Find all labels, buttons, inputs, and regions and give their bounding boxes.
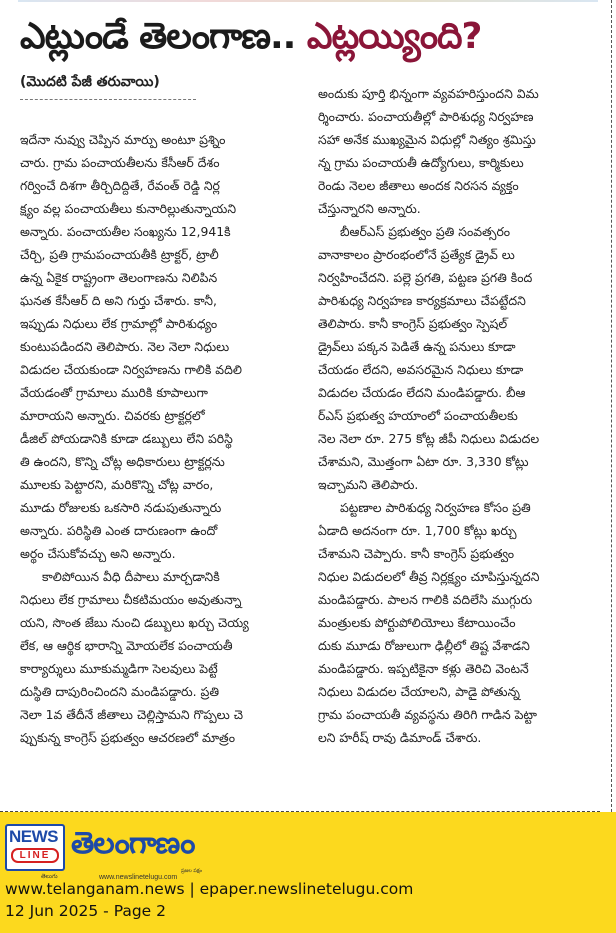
article-text-line: మారాయని అన్నారు. చివరకు ట్రాక్టర్లలో	[20, 408, 205, 423]
article-text-line: యని, సొంత జేబు నుంచి డబ్బులు ఖర్చు చెయ్య	[20, 615, 249, 630]
article-paragraph	[318, 82, 604, 220]
article-text-line: చారు. గ్రామ పంచాయతీలను కేసీఆర్ దేశం	[20, 155, 220, 170]
article-text-line: చేస్తున్నారని అన్నారు.	[318, 201, 421, 216]
article-text-line: విడుదల చేయడం లేదని మండిపడ్డారు. బీఆ	[318, 385, 526, 400]
article-text-line: చేశామని, మొత్తంగా ఏటా రూ. 3,330 కోట్లు	[318, 454, 529, 469]
clip-edge-vertical	[611, 0, 612, 812]
article-text-line: చేశామని చెప్పారు. కానీ కాంగ్రెస్ ప్రభుత్వం	[318, 546, 515, 561]
article-column-right	[318, 82, 604, 749]
article-column-left	[20, 128, 303, 749]
article-text-line: మండిపడ్డారు. పాలన గాలికి వదిలేసి ముగ్గురు	[318, 592, 533, 607]
article-text-line: మండిపడ్డారు. ఇప్పటికైనా కళ్లు తెరిచి వెంటనే	[318, 661, 529, 676]
article-text-line: అందుకు పూర్తి భిన్నంగా వ్యవహరిస్తుందని విమ	[318, 86, 539, 101]
article-text-line: నెల నెలా రూ. 275 కోట్ల జీపీ నిధులు విడుదల	[318, 431, 540, 446]
article-text-line: మంత్రులకు పోర్టుపోలియోలు కేటాయించేం	[318, 615, 516, 630]
article-text-line: డ్రైవ్‌లు పక్కన పెడితే ఉన్న పనులు కూడా	[318, 339, 516, 354]
article-text-line: లని హరీష్ రావు డిమాండ్ చేశారు.	[318, 730, 482, 745]
article-text-line: నిధుల విడుదలలో తీవ్ర నిర్లక్ష్యం చూపిస్తున్నదని	[318, 569, 540, 584]
article-text-line: నిర్వహించేదని. పల్లె ప్రగతి, పట్టణ ప్రగతి కింద	[318, 270, 533, 285]
article-paragraph	[318, 496, 604, 749]
article-text-line: దుస్థితి దాపురించిందని మండిపడ్డారు. ప్రతి	[20, 684, 220, 699]
headline-part-1: ఎట్లుండే తెలంగాణ..	[20, 16, 296, 57]
publication-logo[interactable]	[5, 824, 255, 880]
article-text-line: ఘనత కేసీఆర్ ది అని గుర్తు చేశారు. కానీ,	[20, 293, 217, 308]
article-headline	[20, 8, 600, 66]
footer-date-page: 12 Jun 2025 - Page 2	[5, 902, 167, 920]
logo-tagline: ప్రజల పక్షం	[181, 868, 203, 874]
article-text-line: గ్రామ పంచాయతీ వ్యవస్థను తిరిగి గాడిన పెట్టా	[318, 707, 537, 722]
article-text-line: అన్నారు. పంచాయతీల సంఖ్యను 12,941కి	[20, 224, 231, 239]
article-text-line: ప్పుకున్న కాంగ్రెస్ ప్రభుత్వం ఆచరణలో మాత్రం	[20, 730, 235, 745]
article-text-line: బీఆర్ఎస్ ప్రభుత్వం ప్రతి సంవత్సరం	[340, 224, 511, 239]
article-text-line: నెలా 1వ తేదీనే జీతాలు చెల్లిస్తామని గొప్పలు చె	[20, 707, 244, 722]
article-text-line: లేక, ఆ ఆర్థిక భారాన్ని మోయలేక పంచాయతీ	[20, 638, 233, 653]
logo-site-url: www.newslinetelugu.com	[99, 874, 178, 881]
article-text-line: ర్ఎస్ ప్రభుత్వ హయాంలో పంచాయతీలకు	[318, 408, 518, 423]
continued-note: (మొదటి పేజీ తరువాయి)	[20, 74, 196, 100]
article-text-line: ఇదేనా నువ్వు చెప్పిన మార్పు అంటూ ప్రశ్నిం	[20, 132, 226, 147]
article-paragraph	[318, 220, 604, 496]
article-text-line: ఇప్పుడు నిధులు లేక గ్రామాల్లో పారిశుధ్యం	[20, 316, 218, 331]
article-text-line: కార్యార్శులు మూకుమ్మడిగా సెలవులు పెట్టే	[20, 661, 218, 676]
article-text-line: అర్థం చేసుకోవచ్చు అని అన్నారు.	[20, 546, 176, 561]
article-text-line: అన్నారు. పరిస్థితి ఎంత దారుణంగా ఉందో	[20, 523, 218, 538]
article-text-line: కాలిపోయిన వీధి దీపాలు మార్చడానికి	[42, 569, 220, 584]
article-text-line: తి ఉందని, కొన్ని చోట్ల అధికారులు ట్రాక్టర్లను	[20, 454, 225, 469]
article-text-line: దుకు మూడు రోజులుగా ఢిల్లీలో తిష్ట వేశాడని	[318, 638, 530, 653]
article-text-line: మూడు రోజులకు ఒకసారి నడుపుతున్నారు	[20, 500, 222, 515]
article-text-line: నిధులు లేక గ్రామాలు చీకటిమయం అవుతున్నా	[20, 592, 242, 607]
article-text-line: సహా అనేక ముఖ్యమైన విధుల్లో నిత్యం శ్రమిస్తు	[318, 132, 536, 147]
headline-part-2: ఎట్లయ్యింది?	[306, 16, 482, 57]
article-text-line: వేయడంతో గ్రామాలు మురికి కూపాలుగా	[20, 385, 208, 400]
article-text-line: ర్శించారు. పంచాయతీల్లో పారిశుధ్య నిర్వహణ	[318, 109, 534, 124]
article-text-line: మూలకు పెట్టారని, మరికొన్ని చోట్ల వారం,	[20, 477, 214, 492]
logo-news-text: NEWS	[9, 827, 58, 846]
article-text-line: రెండు నెలల జీతాలు అందక నిరసన వ్యక్తం	[318, 178, 519, 193]
article-text-line: ఇచ్చామని తెలిపారు.	[318, 477, 419, 492]
logo-line-text: LINE	[11, 848, 59, 863]
article-text-line: డీజిల్ పోయడానికి కూడా డబ్బులు లేని పరిస్థి	[20, 431, 233, 446]
logo-telugu-small: తెలుగు	[41, 873, 58, 880]
article-paragraph	[20, 128, 303, 565]
article-text-line: విడుదల చేయకుండా నిర్వహణను గాలికి వదిలి	[20, 362, 242, 377]
top-color-strip	[18, 0, 598, 2]
article-text-line: నిధులు విడుదల చేయాలని, పాడై పోతున్న	[318, 684, 520, 699]
footer-links[interactable]: www.telanganam.news | epaper.newslinetelugu.com	[5, 880, 414, 898]
article-text-line: ఉన్న ఏకైక రాష్ట్రంగా తెలంగాణను నిలిపిన	[20, 270, 218, 285]
newsline-logo	[5, 824, 65, 871]
article-text-line: న్న గ్రామ పంచాయతీ ఉద్యోగులు, కార్మికులు	[318, 155, 524, 170]
article-text-line: చేర్చి, ప్రతి గ్రామపంచాయతీకి ట్రాక్టర్, ట్రాలీ	[20, 247, 219, 262]
article-text-line: తెలిపారు. కానీ కాంగ్రెస్ ప్రభుత్వం స్పెషల్	[318, 316, 508, 331]
article-paragraph	[20, 565, 303, 749]
article-text-line: కుంటుపడిందని తెలిపారు. నెల నెలా నిధులు	[20, 339, 230, 354]
article-text-line: చేయడం లేదని, అవసరమైన నిధులు కూడా	[318, 362, 524, 377]
article-text-line: పారిశుధ్య నిర్వహణ కార్యక్రమాలు చేపట్టేదని	[318, 293, 526, 308]
article-text-line: ఏడాది అదనంగా రూ. 1,700 కోట్లు ఖర్చు	[318, 523, 517, 538]
article-text-line: పట్టణాల పారిశుధ్య నిర్వహణ కోసం ప్రతి	[340, 500, 531, 515]
article-text-line: గర్వించే దిశగా తీర్చిదిద్దితే, రేవంత్ రెడ్డి నిర్ల	[20, 178, 220, 193]
article-text-line: క్ష్యం వల్ల పంచాయతీలు కునారిల్లుతున్నాయని	[20, 201, 237, 216]
footer-bar	[0, 812, 616, 933]
telanganam-wordmark: తెలంగాణం	[71, 826, 195, 861]
article-text-line: వానాకాలం ప్రారంభంలోనే ప్రత్యేక డ్రైవ్ లు	[318, 247, 515, 262]
